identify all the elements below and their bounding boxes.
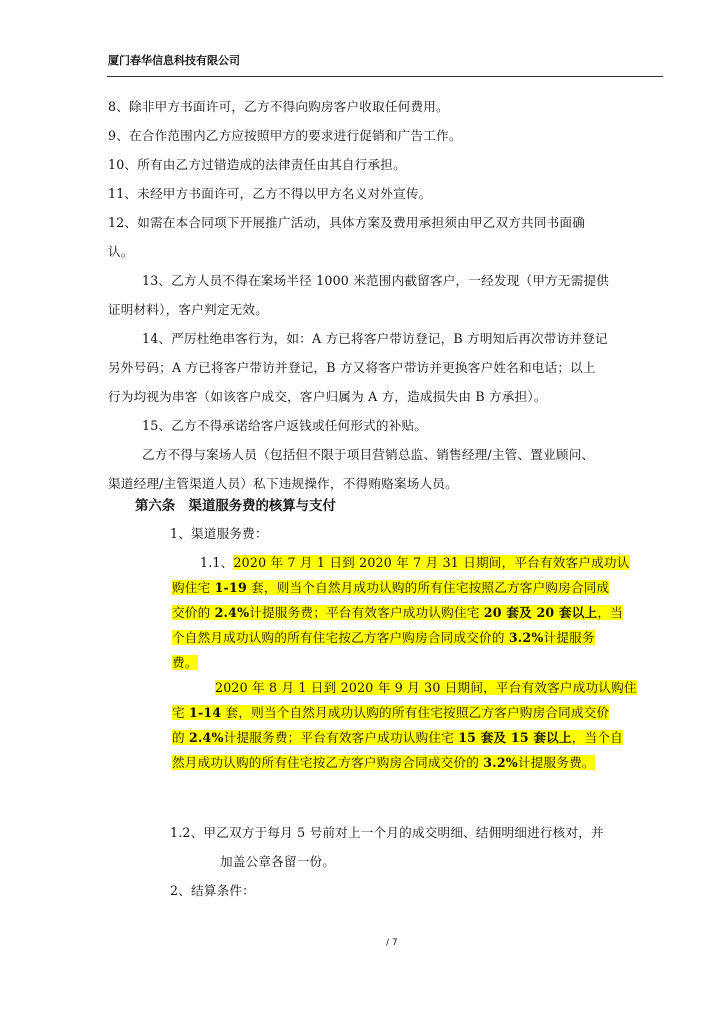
- highlight-bold-text: 2.4%: [189, 730, 224, 745]
- highlight-text: 购住宅: [172, 580, 215, 595]
- clause-16-line2: 渠道经理/主管渠道人员）私下违规操作，不得贿赂案场人员。: [108, 476, 458, 491]
- fee-1-1-line4: [172, 627, 595, 646]
- fee-1-1-line5: [172, 652, 198, 671]
- clause-14-line1: 14、严厉杜绝串客行为，如：A 方已将客户带访登记，B 方明知后再次带访并登记: [142, 331, 608, 346]
- highlight-text: 然月成功认购的所有住宅按乙方客户购房合同成交价的: [172, 755, 484, 770]
- fee-1-1-number: 1.1、: [200, 555, 234, 570]
- fee-1-1-line2: [172, 577, 609, 596]
- clause-9: 9、在合作范围内乙方应按照甲方的要求进行促销和广告工作。: [108, 128, 462, 143]
- page-number: / 7: [386, 938, 398, 948]
- fee-1-1-line3: [172, 602, 623, 621]
- clause-8: 8、除非甲方书面许可，乙方不得向购房客户收取任何费用。: [108, 99, 449, 114]
- highlight-text: 计提服务费；平台有效客户成功认购住宅: [223, 730, 459, 745]
- highlight-text: 计提服务费。: [517, 755, 595, 770]
- fee-1-2-line1: 1.2、甲乙双方于每月 5 号前对上一个月的成交明细、结佣明细进行核对，并: [170, 825, 604, 840]
- highlight-text: 个自然月成功认购的所有住宅按乙方客户购房合同成交价的: [172, 630, 509, 645]
- fee-1-1-line1: [200, 552, 630, 571]
- clause-14-line3: 行为均视为串客（如该客户成交，客户归属为 A 方，造成损失由 B 方承担）。: [108, 389, 547, 404]
- header-rule: [107, 76, 663, 77]
- highlight-text: 宅: [172, 705, 189, 720]
- highlight-text: 费。: [172, 655, 198, 670]
- highlight-bold-text: 3.2%: [508, 630, 544, 645]
- highlight-text: 交价的: [172, 605, 215, 620]
- clause-13-line2: 证明材料），客户判定无效。: [108, 302, 269, 317]
- highlight-bold-text: 20 套及 20 套以上: [483, 605, 598, 620]
- clause-16-line1: 乙方不得与案场人员（包括但不限于项目营销总监、销售经理/主管、置业顾问、: [142, 447, 595, 462]
- highlight-text: 2020 年 8 月 1 日到 2020 年 9 月 30 日期间，平台有效客户成功认购住: [215, 680, 637, 695]
- section-heading: 第六条 渠道服务费的核算与支付: [135, 499, 336, 514]
- highlight-bold-text: 1-14: [189, 705, 222, 720]
- highlight-text: 套，则当个自然月成功认购的所有住宅按照乙方客户购房合同成交价: [221, 705, 610, 720]
- clause-12-line2: 认。: [108, 244, 134, 259]
- fee-period2-line3: [172, 727, 623, 746]
- clause-13-line1: 13、乙方人员不得在案场半径 1000 米范围内截留客户，一经发现（甲方无需提供: [142, 273, 610, 288]
- clause-10: 10、所有由乙方过错造成的法律责任由其自行承担。: [108, 157, 406, 172]
- settlement-item-2: 2、结算条件：: [170, 883, 255, 898]
- clause-12-line1: 12、如需在本合同项下开展推广活动，具体方案及费用承担须由甲乙双方共同书面确: [108, 215, 585, 230]
- highlight-text: ，当: [597, 605, 623, 620]
- fee-1-2-line2: 加盖公章各留一份。: [220, 854, 336, 869]
- fee-period2-line1: [215, 677, 637, 696]
- highlight-text: 计提服务: [543, 630, 595, 645]
- highlight-bold-text: 1-19: [214, 580, 247, 595]
- clause-11: 11、未经甲方书面许可，乙方不得以甲方名义对外宣传。: [108, 186, 432, 201]
- highlight-text: 计提服务费；平台有效客户成功认购住宅: [249, 605, 484, 620]
- highlight-text: ，当个自: [571, 730, 623, 745]
- fee-period2-line2: [172, 702, 609, 721]
- clause-14-line2: 另外号码；A 方已将客户带访并登记，B 方又将客户带访并更换客户姓名和电话；以上: [108, 360, 596, 375]
- clause-15: 15、乙方不得承诺给客户返钱或任何形式的补贴。: [142, 418, 428, 433]
- highlight-text: 2020 年 7 月 1 日到 2020 年 7 月 31 日期间，平台有效客户成功认: [233, 555, 630, 570]
- highlight-bold-text: 2.4%: [214, 605, 250, 620]
- highlight-text: 套，则当个自然月成功认购的所有住宅按照乙方客户购房合同成: [246, 580, 610, 595]
- fee-item-1: 1、渠道服务费：: [170, 526, 268, 541]
- highlight-bold-text: 3.2%: [483, 755, 518, 770]
- highlight-text: 的: [172, 730, 189, 745]
- highlight-bold-text: 15 套及 15 套以上: [458, 730, 572, 745]
- company-header: 厦门春华信息科技有限公司: [108, 54, 240, 67]
- fee-period2-line4: [172, 752, 595, 771]
